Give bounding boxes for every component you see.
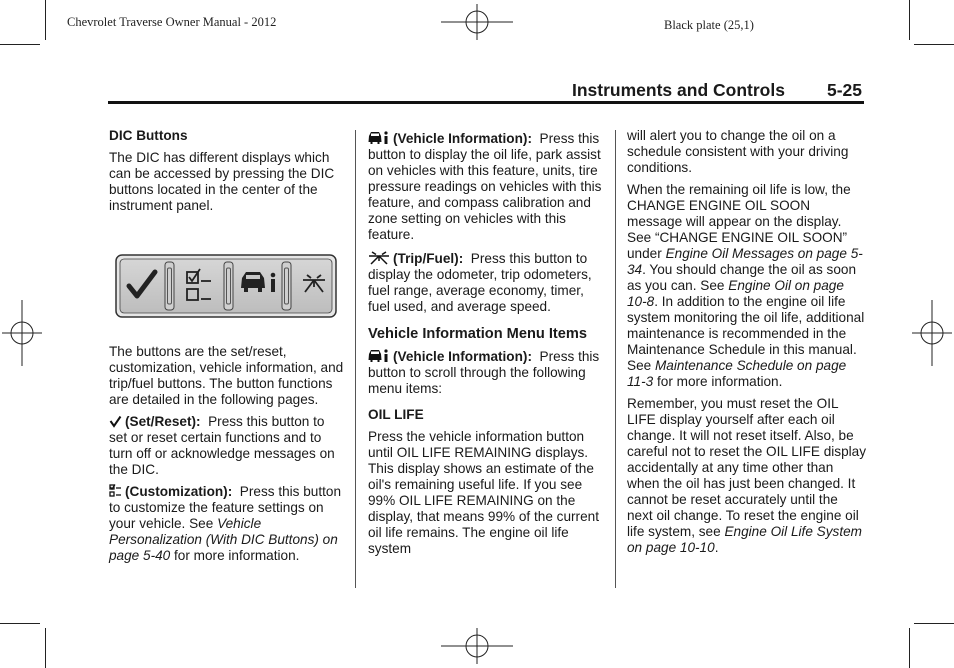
trip-fuel-icon	[368, 251, 390, 265]
customization-text: Press this button to customize the feature settings on your vehicle. See	[109, 484, 342, 531]
crop-mark	[0, 623, 40, 624]
registration-mark	[912, 300, 952, 366]
trip-fuel-label: (Trip/Fuel):	[393, 251, 464, 266]
oil-alert-paragraph: will alert you to change the oil on a schedule consistent with your driving conditions.	[627, 128, 849, 175]
oil-low-text-c: . In addition to the engine oil life system monitoring the oil life, additional maintenance is recommended in the Maintenance Schedule in this manual. See	[627, 294, 865, 373]
oil-low-text-b: . You should change the oil as soon as you can. See	[627, 262, 857, 293]
dic-intro: The DIC has different displays which can be accessed by pressing the DIC buttons located in the center of the instrument panel.	[109, 150, 335, 213]
document-title: Chevrolet Traverse Owner Manual - 2012	[67, 15, 277, 29]
oil-low-text-a: When the remaining oil life is low, the CHANGE ENGINE OIL SOON message will appear on the display. See “CHANGE ENGINE OIL SOON” under	[627, 182, 851, 261]
crop-mark	[45, 628, 46, 668]
set-reset-text: Press this button to set or reset certain functions and to turn off or acknowledge messages on the DIC.	[109, 414, 335, 477]
set-reset-paragraph	[109, 414, 345, 478]
dic-buttons-figure	[115, 254, 337, 318]
crop-mark	[914, 44, 954, 45]
section-title	[572, 80, 785, 101]
checkmark-icon	[109, 415, 122, 428]
vehicle-info-label: (Vehicle Information):	[393, 131, 532, 146]
crop-mark	[0, 44, 40, 45]
vehicle-info-scroll-paragraph	[368, 349, 606, 397]
crop-mark	[914, 623, 954, 624]
trip-fuel-paragraph	[368, 251, 606, 315]
reset-reminder-tail: .	[714, 540, 719, 555]
personalization-link[interactable]: Vehicle Personalization (With DIC Buttons) on page 5-40	[109, 516, 338, 563]
registration-mark	[441, 4, 513, 40]
oil-life-heading: OIL LIFE	[368, 407, 424, 422]
plate-label: Black plate (25,1)	[664, 18, 754, 32]
customization-icon	[109, 484, 122, 498]
trip-fuel-text: Press this button to display the odometer, trip odometers, fuel range, average economy, timer, fuel used, and average speed.	[368, 251, 592, 314]
header-rule	[108, 101, 864, 104]
vehicle-info-text: Press this button to display the oil life, park assist on vehicles with this feature, units, tire pressure readings on vehicles with this feature, and compass calibration and zone setting on vehicles with this feature.	[368, 131, 602, 242]
column-2	[368, 131, 606, 563]
column-3	[627, 128, 867, 562]
vehicle-info-icon	[368, 131, 390, 145]
vehicle-info-menu-heading: Vehicle Information Menu Items	[368, 326, 587, 342]
vehicle-info-paragraph	[368, 131, 606, 243]
crop-mark	[909, 628, 910, 668]
engine-oil-messages-link[interactable]: Engine Oil Messages on page 5-34	[627, 246, 863, 277]
oil-low-paragraph	[627, 182, 867, 390]
set-reset-label: (Set/Reset):	[125, 414, 201, 429]
crop-mark	[909, 0, 910, 40]
engine-oil-life-system-link[interactable]: Engine Oil Life System on page 10-10	[627, 524, 862, 555]
column-divider	[615, 130, 616, 588]
customization-label: (Customization):	[125, 484, 233, 499]
crop-mark	[45, 0, 46, 40]
vehicle-info-label-2: (Vehicle Information):	[393, 349, 532, 364]
registration-mark	[441, 628, 513, 664]
customization-paragraph	[109, 484, 345, 564]
customization-tail: for more information.	[174, 548, 300, 563]
page-number: 5-25	[827, 80, 863, 100]
dic-buttons-summary: The buttons are the set/reset, customization, vehicle information, and trip/fuel buttons. The button functions are detailed in the following pages.	[109, 344, 344, 407]
engine-oil-link[interactable]: Engine Oil on page 10-8	[627, 278, 844, 309]
oil-life-paragraph: Press the vehicle information button until OIL LIFE REMAINING displays. This display shows an estimate of the oil's remaining useful life. If you see 99% OIL LIFE REMAINING on the display, that means 99% of the current oil life remains. The engine oil life system	[368, 429, 599, 556]
section-name: Instruments and Controls	[572, 80, 785, 100]
dic-buttons-heading: DIC Buttons	[109, 128, 188, 143]
vehicle-info-icon	[368, 349, 390, 363]
oil-low-text-d: for more information.	[656, 374, 783, 389]
column-divider	[355, 130, 356, 588]
reset-reminder-text: Remember, you must reset the OIL LIFE display yourself after each oil change. It will not reset itself. Also, be careful not to reset the OIL LIFE display accidentally at any time other than when the oil has just been changed. It cannot be reset accurately until the next oil change. To reset the engine oil life system, see	[627, 396, 867, 539]
maintenance-schedule-link[interactable]: Maintenance Schedule on page 11-3	[627, 358, 847, 389]
dic-buttons-illustration	[115, 254, 337, 318]
registration-mark	[2, 300, 42, 366]
column-1	[109, 128, 345, 570]
reset-reminder-paragraph	[627, 396, 867, 556]
vehicle-info-scroll-text: Press this button to scroll through the following menu items:	[368, 349, 600, 396]
